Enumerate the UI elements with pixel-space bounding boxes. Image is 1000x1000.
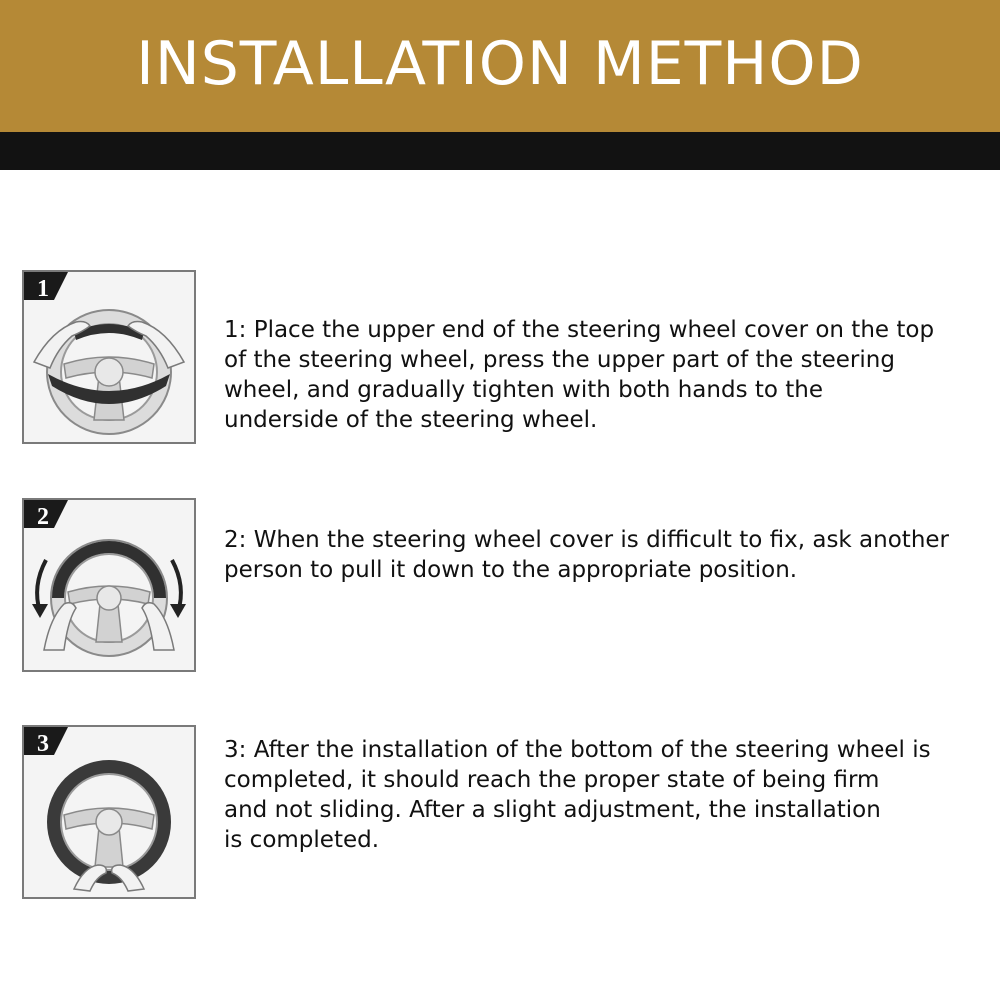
step-1-line: 1: Place the upper end of the steering wheel cover on the top (224, 317, 935, 343)
step-1-line: wheel, and gradually tighten with both hands to the (224, 377, 824, 403)
step-3-description (224, 735, 984, 855)
step-3-line: 3: After the installation of the bottom of the steering wheel is (224, 737, 931, 763)
step-3-line: is completed. (224, 827, 380, 853)
step-2-illustration (22, 498, 196, 672)
step-1-line: of the steering wheel, press the upper part of the steering (224, 347, 895, 373)
step-2-number: 2 (37, 504, 49, 530)
step-3-line: completed, it should reach the proper state of being firm (224, 767, 880, 793)
step-1-number: 1 (37, 276, 49, 302)
installation-banner (0, 0, 1000, 132)
step-2-description (224, 525, 984, 585)
banner-divider-bar (0, 132, 1000, 170)
page-title: INSTALLATION METHOD (136, 29, 864, 99)
step-1-description (224, 315, 984, 435)
step-3-illustration (22, 725, 196, 899)
step-2-line: 2: When the steering wheel cover is difficult to fix, ask another (224, 527, 950, 553)
step-1-line: underside of the steering wheel. (224, 407, 598, 433)
step-2-line: person to pull it down to the appropriate position. (224, 557, 798, 583)
step-3-line: and not sliding. After a slight adjustment, the installation (224, 797, 881, 823)
step-1-illustration (22, 270, 196, 444)
step-3-number: 3 (37, 731, 49, 757)
